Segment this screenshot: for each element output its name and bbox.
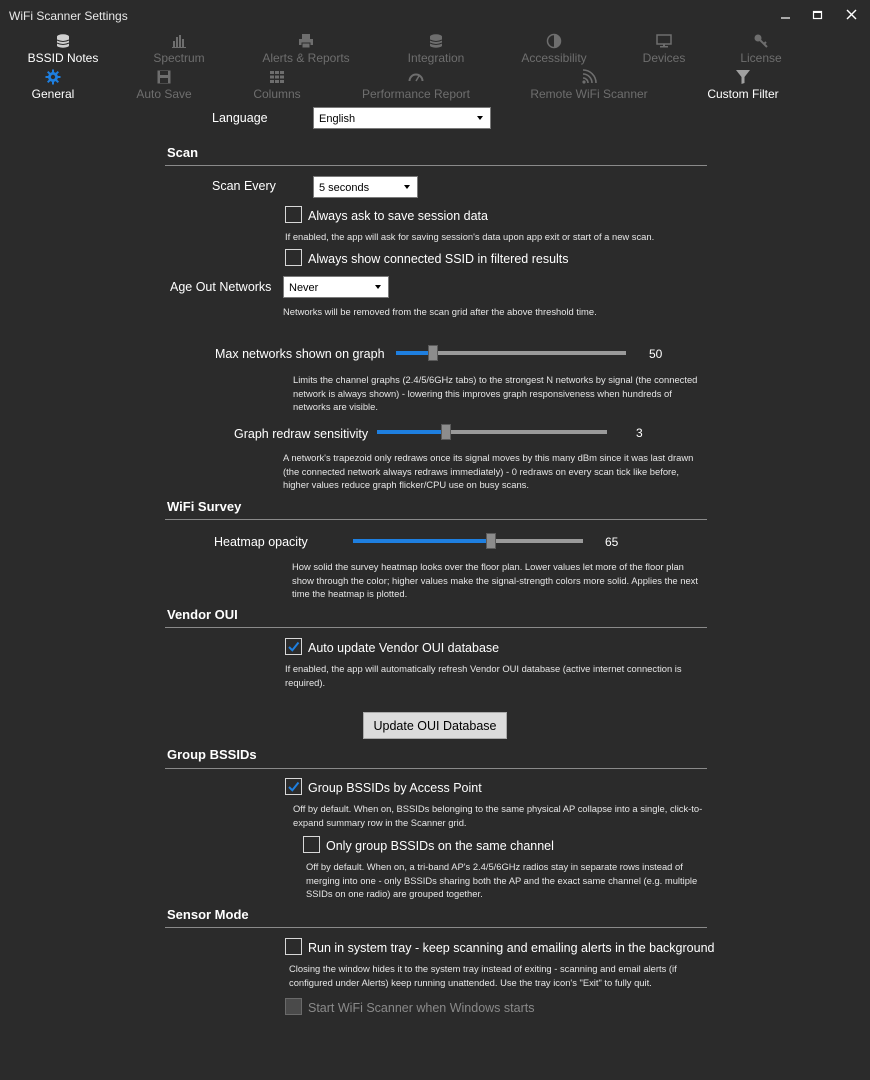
update-oui-button[interactable]: Update OUI Database bbox=[363, 712, 507, 739]
auto-update-checkbox[interactable] bbox=[285, 638, 302, 655]
group-by-ap-help: Off by default. When on, BSSIDs belonging to the same physical AP collapse into a single, click-to-expand summary row in the Scanner grid. bbox=[293, 803, 703, 828]
age-out-value: Never bbox=[289, 282, 319, 294]
show-connected-checkbox[interactable] bbox=[285, 249, 302, 266]
database-icon bbox=[23, 33, 103, 49]
max-networks-value: 50 bbox=[649, 347, 663, 361]
survey-divider bbox=[165, 519, 707, 520]
scan-every-value: 5 seconds bbox=[319, 182, 370, 194]
scan-every-select[interactable] bbox=[313, 176, 418, 198]
grid-icon bbox=[242, 69, 312, 85]
tab-label: Alerts & Reports bbox=[262, 51, 350, 65]
system-tray-checkbox[interactable] bbox=[285, 938, 302, 955]
same-channel-label: Only group BSSIDs on the same channel bbox=[326, 839, 554, 853]
age-out-help: Networks will be removed from the scan grid after the above threshold time. bbox=[283, 306, 597, 317]
checkmark-icon bbox=[286, 639, 301, 654]
tab-label: Accessibility bbox=[521, 51, 587, 65]
key-icon bbox=[731, 33, 791, 49]
sensor-section-heading: Sensor Mode bbox=[167, 907, 249, 922]
maximize-button[interactable] bbox=[811, 8, 825, 22]
redraw-slider-thumb[interactable] bbox=[441, 424, 451, 440]
heatmap-opacity-value: 65 bbox=[605, 535, 619, 549]
always-ask-help: If enabled, the app will ask for saving session's data upon app exit or start of a new scan. bbox=[285, 231, 655, 242]
tab-accessibility[interactable] bbox=[514, 33, 594, 65]
tab-label: Performance Report bbox=[361, 87, 471, 101]
tab-performance-report[interactable] bbox=[356, 69, 476, 101]
tab-label: Spectrum bbox=[153, 51, 205, 65]
maximize-icon bbox=[811, 8, 825, 22]
tab-general[interactable] bbox=[23, 69, 83, 101]
always-ask-checkbox[interactable] bbox=[285, 206, 302, 223]
monitor-icon bbox=[634, 33, 694, 49]
max-networks-label: Max networks shown on graph bbox=[215, 347, 385, 361]
language-select[interactable] bbox=[313, 107, 491, 129]
tab-label: BSSID Notes bbox=[27, 51, 99, 65]
tab-label: License bbox=[740, 51, 782, 65]
age-out-label: Age Out Networks bbox=[170, 280, 272, 294]
tab-custom-filter[interactable] bbox=[698, 69, 788, 101]
age-out-select[interactable] bbox=[283, 276, 389, 298]
tab-label: Columns bbox=[253, 87, 301, 101]
tab-label: Auto Save bbox=[136, 87, 192, 101]
minimize-button[interactable] bbox=[779, 8, 793, 22]
always-ask-label: Always ask to save session data bbox=[308, 209, 488, 223]
vendor-section-heading: Vendor OUI bbox=[167, 607, 238, 622]
group-by-ap-checkbox[interactable] bbox=[285, 778, 302, 795]
same-channel-help: Off by default. When on, a tri-band AP's 2.4/5/6GHz radios stay in separate rows instead of merging into one - only BSSIDs sharing both the AP and the exact same channel (e.g. multiple SSIDs on one radio) are grouped together. bbox=[306, 861, 698, 899]
group-section-heading: Group BSSIDs bbox=[167, 747, 257, 762]
scan-section-heading: Scan bbox=[167, 145, 199, 160]
database-icon bbox=[396, 33, 476, 49]
sensor-divider bbox=[165, 927, 707, 928]
group-divider bbox=[165, 768, 707, 769]
printer-icon bbox=[256, 33, 356, 49]
gear-icon bbox=[23, 69, 83, 85]
auto-update-help: If enabled, the app will automatically refresh Vendor OUI database (active internet connection is required). bbox=[285, 663, 682, 688]
wifi-icon bbox=[524, 69, 654, 85]
filter-icon bbox=[698, 69, 788, 85]
scan-divider bbox=[165, 165, 707, 166]
window-title: WiFi Scanner Settings bbox=[9, 9, 128, 23]
tab-bssid-notes[interactable] bbox=[23, 33, 103, 65]
start-with-windows-checkbox[interactable] bbox=[285, 998, 302, 1015]
tab-integration[interactable] bbox=[396, 33, 476, 65]
same-channel-checkbox[interactable] bbox=[303, 836, 320, 853]
heatmap-opacity-slider-thumb[interactable] bbox=[486, 533, 496, 549]
survey-section-heading: WiFi Survey bbox=[167, 499, 242, 514]
contrast-icon bbox=[514, 33, 594, 49]
checkmark-icon bbox=[286, 779, 301, 794]
redraw-slider-fill bbox=[377, 430, 446, 434]
language-label: Language bbox=[212, 111, 268, 125]
tab-auto-save[interactable] bbox=[124, 69, 204, 101]
start-with-windows-label: Start WiFi Scanner when Windows starts bbox=[308, 1001, 535, 1015]
gauge-icon bbox=[356, 69, 476, 85]
auto-update-label: Auto update Vendor OUI database bbox=[308, 641, 500, 655]
tab-label: General bbox=[31, 87, 75, 101]
scan-every-label: Scan Every bbox=[212, 179, 276, 193]
group-by-ap-label: Group BSSIDs by Access Point bbox=[308, 781, 482, 795]
system-tray-label: Run in system tray - keep scanning and emailing alerts in the background bbox=[308, 941, 715, 955]
heatmap-opacity-help: How solid the survey heatmap looks over the floor plan. Lower values let more of the floor plan show through the color; higher values make the signal-strength colors more solid. Applies the next time the heatmap is plotted. bbox=[292, 561, 698, 599]
redraw-slider-track[interactable] bbox=[377, 430, 607, 434]
heatmap-opacity-slider-track[interactable] bbox=[353, 539, 583, 543]
chevron-down-icon bbox=[404, 185, 410, 189]
language-select-value: English bbox=[319, 113, 356, 125]
tab-label: Remote WiFi Scanner bbox=[530, 87, 648, 101]
tab-columns[interactable] bbox=[242, 69, 312, 101]
tab-label: Custom Filter bbox=[707, 87, 779, 101]
redraw-help: A network's trapezoid only redraws once its signal moves by this many dBm since it was last drawn (the connected network always redraws immediately) - 0 redraws on every scan tick like before, higher values reduce graph flicker/CPU use on busy scans. bbox=[283, 452, 694, 490]
max-networks-help: Limits the channel graphs (2.4/5/6GHz tabs) to the strongest N networks by signal (the connected network is always shown) - lowering this improves graph responsiveness when hundreds of networks are visible. bbox=[293, 374, 698, 412]
close-icon bbox=[845, 8, 859, 22]
redraw-value: 3 bbox=[636, 426, 643, 440]
bar-chart-icon bbox=[139, 33, 219, 49]
close-button[interactable] bbox=[845, 8, 859, 22]
vendor-divider bbox=[165, 627, 707, 628]
chevron-down-icon bbox=[477, 116, 483, 120]
title-bar bbox=[0, 0, 870, 32]
save-icon bbox=[124, 69, 204, 85]
tab-remote-wifi-scanner[interactable] bbox=[524, 69, 654, 101]
tab-license[interactable] bbox=[731, 33, 791, 65]
heatmap-opacity-slider-fill bbox=[353, 539, 491, 543]
max-networks-slider-thumb[interactable] bbox=[428, 345, 438, 361]
tab-label: Devices bbox=[642, 51, 686, 65]
tab-devices[interactable] bbox=[634, 33, 694, 65]
tab-spectrum[interactable] bbox=[139, 33, 219, 65]
show-connected-label: Always show connected SSID in filtered results bbox=[308, 252, 569, 266]
system-tray-help: Closing the window hides it to the system tray instead of exiting - scanning and email alerts (if configured under Alerts) keep running unattended. Use the tray icon's "Exit" to fully quit. bbox=[289, 963, 677, 988]
heatmap-opacity-label: Heatmap opacity bbox=[214, 535, 308, 549]
redraw-label: Graph redraw sensitivity bbox=[234, 427, 369, 441]
chevron-down-icon bbox=[375, 285, 381, 289]
tab-alerts-reports[interactable] bbox=[256, 33, 356, 65]
minimize-icon bbox=[779, 8, 793, 22]
tab-label: Integration bbox=[407, 51, 465, 65]
